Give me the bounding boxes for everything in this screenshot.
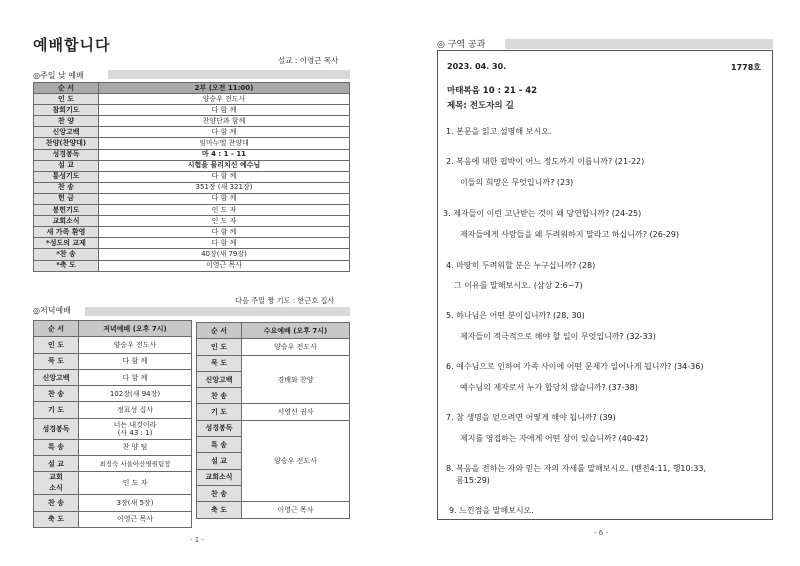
order-value: 최정숙 서울아산병원팀장 bbox=[79, 456, 192, 472]
order-label: 축 도 bbox=[34, 511, 79, 527]
sunday-evening-table bbox=[33, 320, 192, 528]
table-row bbox=[34, 205, 350, 216]
question-item: 5. 하나님은 어떤 분이십니까? (28, 30) bbox=[446, 311, 585, 320]
table-row bbox=[34, 94, 350, 105]
question-item: 이들의 희망은 무엇입니까? (23) bbox=[460, 178, 574, 187]
order-label: *성도의 교제 bbox=[34, 238, 99, 249]
section-bar bbox=[85, 307, 350, 316]
cell-lesson-heading: ◎ 구역 공과 bbox=[437, 40, 486, 50]
order-value: 다 함 께 bbox=[99, 127, 350, 138]
order-label: 새 가족 환영 bbox=[34, 227, 99, 238]
order-label: 봉헌기도 bbox=[34, 205, 99, 216]
table-row bbox=[34, 260, 350, 271]
header-cell: 순 서 bbox=[34, 83, 99, 94]
order-value: 다 함 께 bbox=[79, 369, 192, 385]
table-row bbox=[34, 227, 350, 238]
order-value: 다 함 께 bbox=[99, 171, 350, 182]
table-row bbox=[34, 238, 350, 249]
question-item: 9. 느낀점을 말해보시오. bbox=[449, 506, 534, 515]
order-label: 인 도 bbox=[34, 337, 79, 353]
question-item: 그 이유를 말해보시오. (삼상 2:6~7) bbox=[454, 281, 583, 290]
question-item: 2. 복음에 대한 핍박이 어느 정도까지 이릅니까? (21-22) bbox=[446, 157, 645, 166]
order-label: 설 교 bbox=[197, 453, 242, 469]
order-label: 찬 송 bbox=[197, 388, 242, 404]
header-cell: 2부 (오전 11:00) bbox=[99, 83, 350, 94]
table-row bbox=[34, 369, 192, 385]
order-value: 102장(새 94장) bbox=[79, 386, 192, 402]
order-label: 교회소식 bbox=[197, 469, 242, 485]
header-cell: 순 서 bbox=[197, 323, 242, 339]
table-row bbox=[197, 355, 350, 371]
order-value: 너는 내것이라 (사 43 : 1) bbox=[79, 418, 192, 439]
table-row bbox=[34, 249, 350, 260]
table-row bbox=[197, 502, 350, 518]
order-label: 헌 금 bbox=[34, 193, 99, 204]
table-row bbox=[34, 495, 192, 511]
table-row bbox=[34, 511, 192, 527]
order-label: 축 도 bbox=[197, 502, 242, 518]
order-value: 이영근 목사 bbox=[79, 511, 192, 527]
issue-number: 1778호 bbox=[731, 63, 761, 72]
order-label: 특 송 bbox=[34, 439, 79, 455]
order-value: 마 4 : 1 - 11 bbox=[99, 149, 350, 160]
table-row bbox=[34, 160, 350, 171]
order-value: 40장(새 79장) bbox=[99, 249, 350, 260]
question-item: 3. 제자들이 이런 고난받는 것이 왜 당연합니까? (24-25) bbox=[443, 209, 642, 218]
table-row bbox=[34, 337, 192, 353]
table-row bbox=[197, 420, 350, 436]
question-item: 7. 참 생명을 얻으려면 어떻게 해야 됩니까? (39) bbox=[446, 413, 616, 422]
morning-service-table bbox=[33, 82, 350, 272]
order-value: 다 함 께 bbox=[99, 193, 350, 204]
order-value: 양승우 전도사 bbox=[242, 339, 350, 355]
order-label: 설 교 bbox=[34, 456, 79, 472]
question-item: 제자들이 적극적으로 해야 할 일이 무엇입니까? (32-33) bbox=[460, 332, 656, 341]
order-value: 임마누엘 찬양대 bbox=[99, 138, 350, 149]
table-row bbox=[34, 116, 350, 127]
order-label: 성경봉독 bbox=[34, 418, 79, 439]
section-bar bbox=[108, 70, 350, 79]
order-label: 신앙고백 bbox=[34, 369, 79, 385]
table-header-row bbox=[34, 83, 350, 94]
table-row bbox=[34, 456, 192, 472]
table-row bbox=[34, 472, 192, 495]
header-cell: 순 서 bbox=[34, 321, 79, 337]
table-row bbox=[34, 439, 192, 455]
order-label: 성경봉독 bbox=[197, 420, 242, 436]
order-label: *축 도 bbox=[34, 260, 99, 271]
section-bar bbox=[505, 39, 773, 49]
order-value: 이영근 목사 bbox=[242, 502, 350, 518]
order-label: 기 도 bbox=[197, 404, 242, 420]
order-label: 교회소식 bbox=[34, 216, 99, 227]
table-row bbox=[34, 353, 192, 369]
header-cell: 저녁예배 (오후 7시) bbox=[79, 321, 192, 337]
preacher-label: 설교 : 이영근 목사 bbox=[278, 56, 339, 65]
next-week-prayer: 다음 주일 짱 기도 : 한근호 집사 bbox=[235, 296, 335, 305]
order-label: 기 도 bbox=[34, 402, 79, 418]
order-label: 성경봉독 bbox=[34, 149, 99, 160]
table-row bbox=[197, 339, 350, 355]
table-row bbox=[34, 182, 350, 193]
order-label: 찬 양 bbox=[34, 116, 99, 127]
table-row bbox=[34, 193, 350, 204]
question-item: 4. 마땅히 두려워할 분은 누구십니까? (28) bbox=[446, 261, 596, 270]
order-value: 찬 양 팀 bbox=[79, 439, 192, 455]
order-value: 다 함 께 bbox=[99, 105, 350, 116]
order-label: 찬 송 bbox=[34, 495, 79, 511]
order-label: 설 교 bbox=[34, 160, 99, 171]
order-label: 교회 소식 bbox=[34, 472, 79, 495]
order-value: 인 도 자 bbox=[79, 472, 192, 495]
order-label: 신앙고백 bbox=[197, 371, 242, 387]
lesson-date: 2023. 04. 30. bbox=[447, 62, 507, 71]
order-value: 351장 (새 321장) bbox=[99, 182, 350, 193]
page-number: - 1 - bbox=[190, 536, 204, 544]
order-value: 찬양단과 함께 bbox=[99, 116, 350, 127]
question-item: 6. 예수님으로 인하여 가족 사이에 어떤 문제가 일어나게 됩니까? (34-36) bbox=[446, 362, 704, 371]
table-row bbox=[34, 418, 192, 439]
question-item: 제지를 영접하는 자에게 어떤 상이 있습니까? (40-42) bbox=[460, 434, 649, 443]
page-number: - 6 - bbox=[594, 529, 608, 537]
order-label: 찬 송 bbox=[34, 182, 99, 193]
order-label: 인 도 bbox=[34, 94, 99, 105]
order-value: 시험을 물리치신 예수님 bbox=[99, 160, 350, 171]
question-item: 8. 복음을 전하는 자와 믿는 자의 자세를 말해보시오. (벧전4:11, 행10:33, bbox=[446, 464, 707, 473]
order-value: 경배와 찬양 bbox=[242, 355, 350, 404]
scripture-reference: 마태복음 10 : 21 - 42 bbox=[447, 86, 538, 96]
page-title: 예배합니다 bbox=[33, 36, 111, 54]
order-value: 이영근 목사 bbox=[99, 260, 350, 271]
table-header-row bbox=[197, 323, 350, 339]
order-value: 인 도 자 bbox=[99, 216, 350, 227]
table-row bbox=[34, 386, 192, 402]
question-item: 예수님의 제자로서 누가 합당치 않습니까? (37-38) bbox=[460, 383, 638, 392]
table-row bbox=[197, 404, 350, 420]
order-label: 묵 도 bbox=[34, 353, 79, 369]
order-value: 양승우 전도사 bbox=[79, 337, 192, 353]
order-label: *찬 송 bbox=[34, 249, 99, 260]
table-row bbox=[34, 216, 350, 227]
order-value: 다 함 께 bbox=[99, 238, 350, 249]
order-value: 양승우 전도사 bbox=[99, 94, 350, 105]
order-value: 다 함 께 bbox=[99, 227, 350, 238]
evening-service-heading: ◎저녁예배 bbox=[33, 306, 71, 315]
table-row bbox=[34, 127, 350, 138]
order-label: 찬양(찬양대) bbox=[34, 138, 99, 149]
order-value: 인 도 자 bbox=[99, 205, 350, 216]
order-value: 양승우 전도사 bbox=[242, 420, 350, 501]
morning-service-heading: ◎주일 낮 예배 bbox=[33, 71, 84, 80]
lesson-topic: 제목: 전도자의 길 bbox=[447, 101, 514, 111]
order-label: 참회기도 bbox=[34, 105, 99, 116]
order-label: 찬 송 bbox=[197, 485, 242, 501]
question-item: 제자들에게 사람들을 왜 두려워하지 말라고 하십니까? (26-29) bbox=[460, 230, 680, 239]
question-item: 롬15:29) bbox=[456, 476, 490, 485]
order-label: 묵 도 bbox=[197, 355, 242, 371]
order-label: 인 도 bbox=[197, 339, 242, 355]
order-value: 다 함 께 bbox=[79, 353, 192, 369]
order-value: 3장(새 5장) bbox=[79, 495, 192, 511]
wednesday-service-table bbox=[196, 322, 350, 519]
order-label: 특 송 bbox=[197, 437, 242, 453]
table-row bbox=[34, 105, 350, 116]
order-label: 찬 송 bbox=[34, 386, 79, 402]
order-value: 서영신 권사 bbox=[242, 404, 350, 420]
question-item: 1. 본문을 읽고 설명해 보시오. bbox=[446, 127, 552, 136]
table-header-row bbox=[34, 321, 192, 337]
table-row bbox=[34, 171, 350, 182]
table-row bbox=[34, 138, 350, 149]
table-row bbox=[34, 149, 350, 160]
order-value: 정표성 집사 bbox=[79, 402, 192, 418]
table-row bbox=[34, 402, 192, 418]
header-cell: 수요예배 (오후 7시) bbox=[242, 323, 350, 339]
order-label: 신앙고백 bbox=[34, 127, 99, 138]
order-label: 통성기도 bbox=[34, 171, 99, 182]
